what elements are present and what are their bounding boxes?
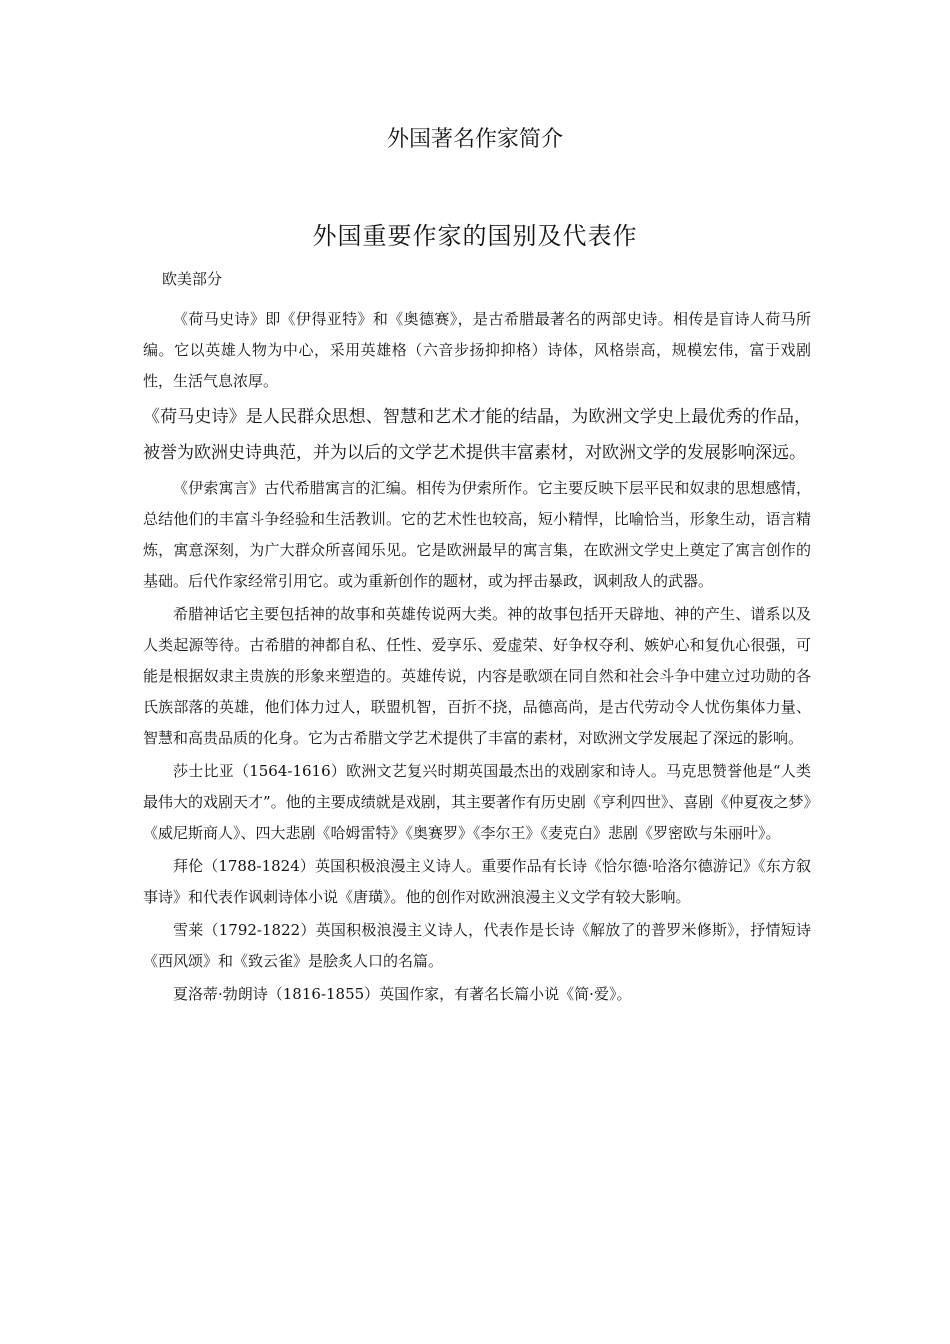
paragraph-homer-epics: 《荷马史诗》即《伊得亚特》和《奥德赛》，是古希腊最著名的两部史诗。相传是盲诗人荷马所编。它以英雄人物为中心，采用英雄格（六音步扬抑抑格）诗体，风格崇高，规模宏伟，富于戏剧性，生活气息浓厚。: [143, 310, 811, 390]
paragraph-shakespeare: 莎士比亚（1564-1616）欧洲文艺复兴时期英国最杰出的戏剧家和诗人。马克思赞誉他是“人类最伟大的戏剧天才”。他的主要成绩就是戏剧，其主要著作有历史剧《亨利四世》、喜剧《仲夏夜之梦》《威尼斯商人》、四大悲剧《哈姆雷特》《奥赛罗》《李尔王》《麦克白》悲剧《罗密欧与朱丽叶》。: [143, 762, 811, 842]
page-subtitle: 外国重要作家的国别及代表作: [312, 222, 638, 250]
paragraph-aesop-fables: 《伊索寓言》古代希腊寓言的汇编。相传为伊索所作。它主要反映下层平民和奴隶的思想感情，总结他们的丰富斗争经验和生活教训。它的艺术性也较高，短小精悍，比喻恰当，形象生动，语言精炼，寓意深刻，为广大群众所喜闻乐见。它是欧洲最早的寓言集，在欧洲文学史上奠定了寓言创作的基础。后代作家经常引用它。或为重新创作的题材，或为抨击暴政，讽刺敌人的武器。: [143, 479, 811, 590]
page-title: 外国著名作家简介: [386, 127, 563, 152]
section-heading: 欧美部分: [162, 270, 223, 288]
document-body: [143, 304, 811, 1010]
paragraph-homer-significance: 《荷马史诗》是人民群众思想、智慧和艺术才能的结晶，为欧洲文学史上最优秀的作品，被誉为欧洲史诗典范，并为以后的文学艺术提供丰富素材，对欧洲文学的发展影响深远。: [143, 407, 811, 463]
paragraph-charlotte-bronte: 夏洛蒂·勃朗诗（1816-1855）英国作家，有著名长篇小说《简·爱》。: [173, 985, 632, 1003]
paragraph-shelley: 雪莱（1792-1822）英国积极浪漫主义诗人，代表作是长诗《解放了的普罗米修斯》，抒情短诗《西风颂》和《致云雀》是脍炙人口的名篇。: [143, 921, 811, 970]
paragraph-byron: 拜伦（1788-1824）英国积极浪漫主义诗人。重要作品有长诗《恰尔德·哈洛尔德游记》《东方叙事诗》和代表作讽刺诗体小说《唐璜》。他的创作对欧洲浪漫主义文学有较大影响。: [143, 857, 811, 906]
paragraph-greek-mythology: 希腊神话它主要包括神的故事和英雄传说两大类。神的故事包括开天辟地、神的产生、谱系以及人类起源等待。古希腊的神都自私、任性、爱享乐、爱虚荣、好争权夺利、嫉妒心和复仇心很强，可能是根据奴隶主贵族的形象来塑造的。英雄传说，内容是歌颂在同自然和社会斗争中建立过功勋的各氏族部落的英雄，他们体力过人，联盟机智，百折不挠，品德高尚，是古代劳动令人忧伤集体力量、智慧和高贵品质的化身。它为古希腊文学艺术提供了丰富的素材，对欧洲文学发展起了深远的影响。: [143, 605, 811, 747]
